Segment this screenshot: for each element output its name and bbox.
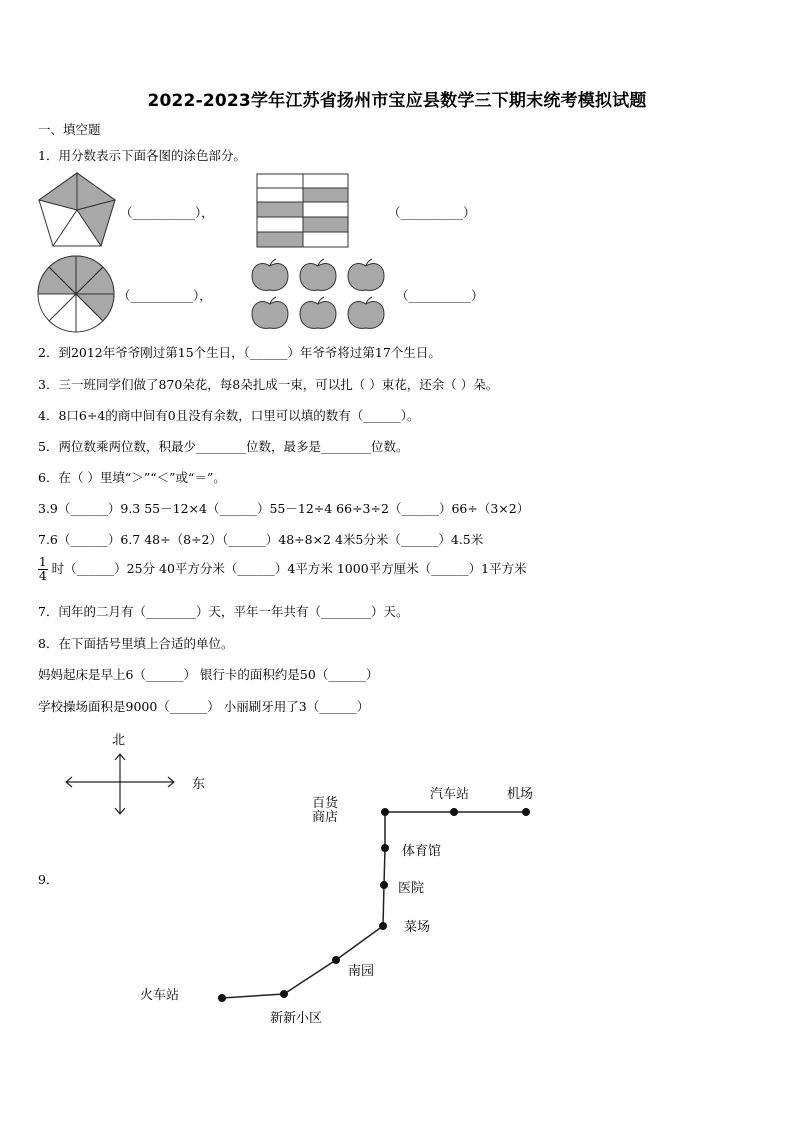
section-heading-fill-in: 一、填空题 — [38, 122, 101, 137]
stop-airport — [522, 808, 530, 816]
question-4: 4．8口6÷4的商中间有0且没有余数，口里可以填的数有（______）。 — [38, 408, 420, 423]
page-title: 2022-2023学年江苏省扬州市宝应县数学三下期末统考模拟试题 — [147, 91, 647, 111]
question-9-number: 9． — [38, 872, 59, 887]
fraction-one-quarter: $\frac{1}{4}$ — [39, 555, 47, 583]
grid-figure — [256, 173, 349, 248]
compass-icon — [62, 750, 182, 820]
compass-north-label: 北 — [112, 733, 126, 748]
question-8: 8．在下面括号里填上合适的单位。 — [38, 636, 234, 651]
stop-xinxin — [280, 990, 288, 998]
question-8-row-1: 妈妈起床是早上6（______） 银行卡的面积约是50（______） — [38, 667, 379, 682]
map-label-airport: 机场 — [507, 787, 534, 802]
answer-blank-grid[interactable]: （__________） — [388, 205, 476, 220]
map-label-market: 菜场 — [404, 920, 431, 935]
map-label-xinxin: 新新小区 — [270, 1011, 323, 1026]
question-1: 1．用分数表示下面各图的涂色部分。 — [38, 148, 246, 163]
route-map — [200, 790, 550, 1010]
stop-market — [379, 922, 387, 930]
stop-gym — [381, 844, 389, 852]
stop-bus-station — [450, 808, 458, 816]
circle-figure — [36, 254, 116, 334]
stop-train-station — [218, 994, 226, 1002]
question-7: 7．闰年的二月有（________）天，平年一年共有（________）天。 — [38, 604, 409, 619]
map-label-gym: 体育馆 — [402, 844, 442, 859]
question-3: 3．三一班同学们做了870朵花，每8朵扎成一束，可以扎（ ）束花，还余（ ）朵。 — [38, 377, 499, 392]
question-8-row-2: 学校操场面积是9000（______） 小丽刷牙用了3（______） — [38, 699, 370, 714]
map-label-hospital: 医院 — [398, 881, 425, 896]
map-label-bus-station: 汽车站 — [430, 787, 470, 802]
answer-blank-circle[interactable]: （__________）， — [118, 288, 212, 303]
stop-nanyuan — [332, 956, 340, 964]
pentagon-figure — [36, 170, 118, 250]
answer-blank-apples[interactable]: （__________） — [396, 288, 484, 303]
map-label-train-station: 火车站 — [140, 988, 180, 1003]
map-label-nanyuan: 南园 — [348, 964, 375, 979]
question-6-row-1: 3.9（______）9.3 55－12×4（______）55－12÷4 66÷3÷2（______）66÷（3×2） — [38, 501, 530, 516]
stop-hospital — [380, 881, 388, 889]
answer-blank-pentagon[interactable]: （__________）， — [120, 205, 214, 220]
apples-figure — [250, 258, 390, 332]
stop-department-store — [381, 808, 389, 816]
map-label-dept-store-line2: 商店 — [312, 810, 339, 825]
question-5: 5．两位数乘两位数，积最少________位数，最多是________位数。 — [38, 439, 409, 454]
compass-east-label: 东 — [192, 777, 206, 792]
question-6-row-3: $\frac{1}{4}$ 时（______）25分 40平方分米（______）4平方米 1000平方厘米（______）1平方米 — [39, 555, 527, 583]
question-6: 6．在（ ）里填“＞”“＜”或“＝”。 — [38, 470, 226, 485]
map-label-dept-store-line1: 百货 — [312, 796, 339, 811]
question-6-row-2: 7.6（______）6.7 48÷（8÷2）（______）48÷8×2 4米5分米（______）4.5米 — [38, 532, 484, 547]
question-2: 2．到2012年爷爷刚过第15个生日，（______）年爷爷将过第17个生日。 — [38, 345, 441, 360]
